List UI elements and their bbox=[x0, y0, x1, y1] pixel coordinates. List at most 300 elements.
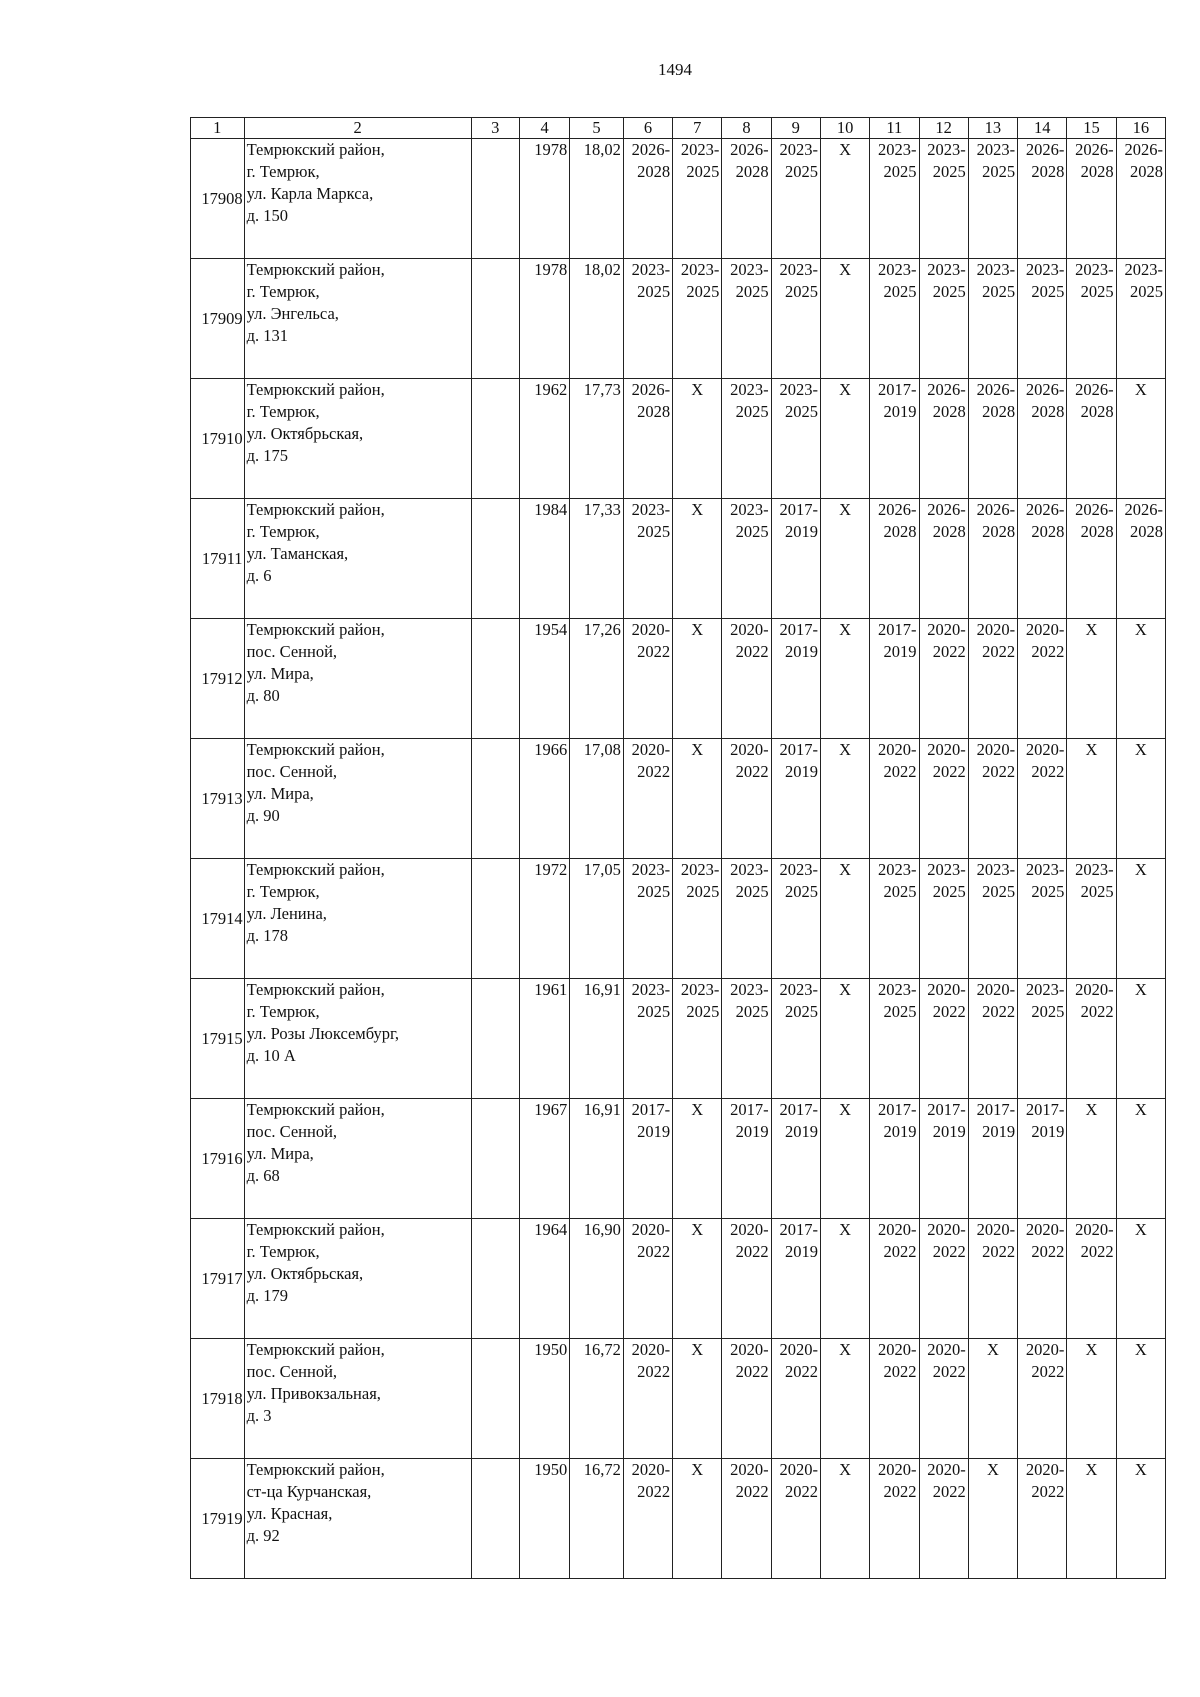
period-cell bbox=[1116, 499, 1165, 619]
period-text: 2022 bbox=[932, 1362, 966, 1381]
period-text: 2022 bbox=[637, 642, 671, 661]
period-text: 2022 bbox=[735, 1242, 769, 1261]
table-body bbox=[191, 139, 1166, 1579]
period-text: 2020- bbox=[631, 1460, 671, 1479]
column-number: 15 bbox=[1067, 118, 1116, 139]
period-text: 2020- bbox=[631, 1340, 671, 1359]
address-line: д. 175 bbox=[246, 446, 288, 465]
period-text: 2028 bbox=[1130, 162, 1163, 181]
period-text: X bbox=[691, 740, 704, 759]
column-number: 1 bbox=[191, 118, 245, 139]
period-cell bbox=[870, 1099, 919, 1219]
period-cell bbox=[870, 739, 919, 859]
period-text: 2023- bbox=[878, 260, 917, 279]
empty-cell bbox=[471, 979, 519, 1099]
not-applicable-cell bbox=[820, 259, 869, 379]
period-cell bbox=[919, 739, 968, 859]
period-text: 2022 bbox=[883, 1242, 917, 1261]
period-cell bbox=[1067, 139, 1116, 259]
period-text: 2020- bbox=[730, 1220, 769, 1239]
address-line: пос. Сенной, bbox=[246, 1362, 338, 1381]
period-text: 2023- bbox=[730, 260, 769, 279]
record-number: 17915 bbox=[191, 979, 245, 1099]
period-text: 2019 bbox=[932, 1122, 966, 1141]
address-line: ул. Карла Маркса, bbox=[246, 184, 374, 203]
address-line: Темрюкский район, bbox=[246, 980, 385, 999]
period-text: 2028 bbox=[1080, 402, 1114, 421]
period-text: 2019 bbox=[982, 1122, 1016, 1141]
period-text: 2023- bbox=[631, 980, 671, 999]
period-text: 2023- bbox=[878, 980, 917, 999]
not-applicable-cell bbox=[968, 1459, 1017, 1579]
period-cell bbox=[968, 619, 1017, 739]
period-cell bbox=[870, 619, 919, 739]
period-text: 2028 bbox=[883, 522, 917, 541]
period-text: 2022 bbox=[1031, 1482, 1065, 1501]
period-text: 2025 bbox=[784, 1002, 818, 1021]
period-text: 2023- bbox=[1075, 860, 1114, 879]
period-text: 2026- bbox=[927, 500, 966, 519]
period-text: X bbox=[839, 740, 852, 759]
period-cell bbox=[968, 859, 1017, 979]
address-line: ул. Мира, bbox=[246, 784, 314, 803]
area-cell: 17,05 bbox=[570, 859, 624, 979]
address-line: Темрюкский район, bbox=[246, 140, 385, 159]
period-text: 2025 bbox=[1031, 1002, 1065, 1021]
table-row bbox=[191, 619, 1166, 739]
period-text: 2026- bbox=[1124, 140, 1163, 159]
column-number: 16 bbox=[1116, 118, 1165, 139]
period-cell bbox=[968, 259, 1017, 379]
period-text: 2020- bbox=[976, 620, 1016, 639]
period-text: 2025 bbox=[686, 882, 720, 901]
period-cell bbox=[870, 859, 919, 979]
table-row bbox=[191, 259, 1166, 379]
period-text: 2026- bbox=[878, 500, 917, 519]
period-text: 2022 bbox=[784, 1362, 818, 1381]
period-text: 2026- bbox=[1075, 380, 1114, 399]
period-cell bbox=[722, 1339, 771, 1459]
period-cell bbox=[870, 259, 919, 379]
period-text: X bbox=[839, 1220, 852, 1239]
period-text: 2025 bbox=[735, 282, 769, 301]
period-cell bbox=[1018, 1099, 1067, 1219]
period-text: 2025 bbox=[883, 882, 917, 901]
period-text: 2023- bbox=[976, 860, 1016, 879]
not-applicable-cell bbox=[820, 859, 869, 979]
record-number: 17919 bbox=[191, 1459, 245, 1579]
period-text: 2025 bbox=[1080, 282, 1114, 301]
period-cell bbox=[919, 859, 968, 979]
period-text: 2025 bbox=[784, 282, 818, 301]
period-cell bbox=[919, 979, 968, 1099]
period-cell bbox=[722, 619, 771, 739]
period-text: 2023- bbox=[631, 500, 671, 519]
period-text: 2025 bbox=[637, 882, 671, 901]
period-text: 2025 bbox=[735, 522, 769, 541]
column-number: 6 bbox=[623, 118, 672, 139]
period-text: 2023- bbox=[927, 140, 966, 159]
period-cell bbox=[623, 499, 672, 619]
column-number: 2 bbox=[244, 118, 471, 139]
period-text: X bbox=[1085, 1460, 1098, 1479]
period-text: 2025 bbox=[982, 282, 1016, 301]
period-text: 2028 bbox=[982, 522, 1016, 541]
period-text: 2028 bbox=[1080, 162, 1114, 181]
address-line: г. Темрюк, bbox=[246, 1002, 320, 1021]
not-applicable-cell bbox=[673, 1339, 722, 1459]
period-text: X bbox=[839, 500, 852, 519]
period-cell bbox=[1067, 859, 1116, 979]
year-cell: 1962 bbox=[519, 379, 569, 499]
not-applicable-cell bbox=[673, 619, 722, 739]
period-text: 2020- bbox=[631, 740, 671, 759]
address-line: д. 178 bbox=[246, 926, 288, 945]
period-cell bbox=[919, 259, 968, 379]
period-text: X bbox=[1134, 620, 1147, 639]
address-cell bbox=[244, 1099, 471, 1219]
period-text: 2026- bbox=[1124, 500, 1163, 519]
period-cell bbox=[919, 499, 968, 619]
period-text: 2023- bbox=[1025, 260, 1065, 279]
period-text: 2026- bbox=[1075, 140, 1114, 159]
period-text: 2022 bbox=[932, 1482, 966, 1501]
period-cell bbox=[870, 379, 919, 499]
area-cell: 18,02 bbox=[570, 259, 624, 379]
period-text: 2020- bbox=[631, 620, 671, 639]
period-text: 2020- bbox=[927, 620, 966, 639]
period-text: 2023- bbox=[730, 500, 769, 519]
period-text: 2019 bbox=[883, 642, 917, 661]
period-text: 2028 bbox=[932, 402, 966, 421]
not-applicable-cell bbox=[1067, 619, 1116, 739]
column-number: 8 bbox=[722, 118, 771, 139]
period-cell bbox=[1067, 979, 1116, 1099]
period-text: 2025 bbox=[784, 162, 818, 181]
period-text: 2017- bbox=[779, 620, 818, 639]
period-text: 2020- bbox=[1075, 980, 1114, 999]
period-text: 2023- bbox=[878, 140, 917, 159]
not-applicable-cell bbox=[820, 1339, 869, 1459]
address-cell bbox=[244, 859, 471, 979]
period-text: 2020- bbox=[927, 1460, 966, 1479]
period-text: 2022 bbox=[932, 642, 966, 661]
period-text: 2025 bbox=[637, 282, 671, 301]
period-text: X bbox=[1134, 1220, 1147, 1239]
year-cell: 1978 bbox=[519, 259, 569, 379]
period-cell bbox=[1018, 1459, 1067, 1579]
period-text: 2022 bbox=[1031, 1362, 1065, 1381]
period-text: 2022 bbox=[1031, 642, 1065, 661]
period-text: 2025 bbox=[735, 402, 769, 421]
period-cell bbox=[722, 379, 771, 499]
period-text: 2019 bbox=[735, 1122, 769, 1141]
period-cell bbox=[771, 1339, 820, 1459]
area-cell: 17,73 bbox=[570, 379, 624, 499]
period-text: 2022 bbox=[883, 1482, 917, 1501]
period-text: X bbox=[1134, 380, 1147, 399]
not-applicable-cell bbox=[820, 1099, 869, 1219]
period-text: 2025 bbox=[735, 1002, 769, 1021]
period-text: 2020- bbox=[1025, 620, 1065, 639]
period-cell bbox=[771, 379, 820, 499]
period-text: 2022 bbox=[982, 642, 1016, 661]
period-text: 2025 bbox=[932, 282, 966, 301]
not-applicable-cell bbox=[673, 1459, 722, 1579]
address-line: пос. Сенной, bbox=[246, 762, 338, 781]
period-cell bbox=[870, 139, 919, 259]
period-text: 2019 bbox=[637, 1122, 671, 1141]
period-cell bbox=[722, 1459, 771, 1579]
period-text: 2028 bbox=[982, 402, 1016, 421]
period-text: 2022 bbox=[784, 1482, 818, 1501]
period-cell bbox=[1067, 379, 1116, 499]
period-text: 2023- bbox=[1025, 860, 1065, 879]
period-text: X bbox=[691, 380, 704, 399]
period-text: 2023- bbox=[680, 980, 720, 999]
period-cell bbox=[968, 1099, 1017, 1219]
address-line: д. 179 bbox=[246, 1286, 288, 1305]
address-line: Темрюкский район, bbox=[246, 620, 385, 639]
empty-cell bbox=[471, 139, 519, 259]
period-text: X bbox=[1085, 620, 1098, 639]
period-text: 2028 bbox=[637, 162, 671, 181]
period-text: 2023- bbox=[730, 380, 769, 399]
area-cell: 16,90 bbox=[570, 1219, 624, 1339]
period-cell bbox=[673, 979, 722, 1099]
year-cell: 1964 bbox=[519, 1219, 569, 1339]
period-text: 2022 bbox=[637, 1482, 671, 1501]
period-text: X bbox=[839, 1460, 852, 1479]
address-line: ул. Привокзальная, bbox=[246, 1384, 381, 1403]
empty-cell bbox=[471, 1459, 519, 1579]
period-text: 2020- bbox=[730, 1460, 769, 1479]
address-line: Темрюкский район, bbox=[246, 860, 385, 879]
table-row bbox=[191, 859, 1166, 979]
period-text: 2017- bbox=[878, 1100, 917, 1119]
period-text: 2026- bbox=[631, 140, 671, 159]
period-text: 2017- bbox=[779, 740, 818, 759]
area-cell: 16,72 bbox=[570, 1339, 624, 1459]
period-text: 2025 bbox=[932, 162, 966, 181]
period-cell bbox=[919, 139, 968, 259]
period-text: 2026- bbox=[1025, 380, 1065, 399]
period-text: 2026- bbox=[1025, 500, 1065, 519]
period-text: 2020- bbox=[1025, 1460, 1065, 1479]
period-text: 2020- bbox=[1025, 1220, 1065, 1239]
record-number: 17917 bbox=[191, 1219, 245, 1339]
period-text: 2028 bbox=[1130, 522, 1163, 541]
period-text: 2022 bbox=[982, 1242, 1016, 1261]
period-text: 2020- bbox=[976, 980, 1016, 999]
period-text: 2017- bbox=[878, 380, 917, 399]
area-cell: 18,02 bbox=[570, 139, 624, 259]
empty-cell bbox=[471, 1219, 519, 1339]
year-cell: 1967 bbox=[519, 1099, 569, 1219]
period-text: 2019 bbox=[784, 642, 818, 661]
period-text: 2023- bbox=[779, 860, 818, 879]
period-text: 2023- bbox=[631, 860, 671, 879]
address-line: ул. Мира, bbox=[246, 1144, 314, 1163]
period-cell bbox=[1018, 499, 1067, 619]
address-line: ул. Октябрьская, bbox=[246, 424, 364, 443]
year-cell: 1950 bbox=[519, 1459, 569, 1579]
period-cell bbox=[722, 1099, 771, 1219]
period-cell bbox=[1018, 259, 1067, 379]
address-line: Темрюкский район, bbox=[246, 260, 385, 279]
empty-cell bbox=[471, 1339, 519, 1459]
period-text: X bbox=[1085, 740, 1098, 759]
period-text: 2019 bbox=[784, 1242, 818, 1261]
period-text: X bbox=[839, 260, 852, 279]
period-cell bbox=[1018, 1219, 1067, 1339]
period-text: 2019 bbox=[883, 1122, 917, 1141]
period-text: 2020- bbox=[730, 620, 769, 639]
year-cell: 1978 bbox=[519, 139, 569, 259]
period-text: 2022 bbox=[735, 1482, 769, 1501]
period-text: 2017- bbox=[730, 1100, 769, 1119]
column-number: 5 bbox=[570, 118, 624, 139]
period-text: 2026- bbox=[1075, 500, 1114, 519]
address-line: ул. Октябрьская, bbox=[246, 1264, 364, 1283]
period-cell bbox=[771, 979, 820, 1099]
area-cell: 16,72 bbox=[570, 1459, 624, 1579]
period-text: 2022 bbox=[735, 762, 769, 781]
period-text: 2017- bbox=[779, 500, 818, 519]
period-text: 2020- bbox=[927, 1340, 966, 1359]
period-text: 2017- bbox=[1025, 1100, 1065, 1119]
period-cell bbox=[673, 259, 722, 379]
address-line: д. 131 bbox=[246, 326, 288, 345]
record-number: 17914 bbox=[191, 859, 245, 979]
period-text: 2023- bbox=[680, 260, 720, 279]
not-applicable-cell bbox=[1116, 1459, 1165, 1579]
address-cell bbox=[244, 1219, 471, 1339]
period-text: 2020- bbox=[1025, 1340, 1065, 1359]
period-cell bbox=[919, 1459, 968, 1579]
period-cell bbox=[623, 139, 672, 259]
period-text: X bbox=[1085, 1100, 1098, 1119]
period-cell bbox=[1018, 1339, 1067, 1459]
period-cell bbox=[919, 1099, 968, 1219]
period-cell bbox=[623, 859, 672, 979]
period-cell bbox=[771, 1219, 820, 1339]
column-number: 13 bbox=[968, 118, 1017, 139]
period-text: 2023- bbox=[976, 260, 1016, 279]
period-text: 2020- bbox=[878, 1220, 917, 1239]
address-cell bbox=[244, 619, 471, 739]
not-applicable-cell bbox=[820, 619, 869, 739]
address-line: д. 92 bbox=[246, 1526, 280, 1545]
table-row bbox=[191, 1459, 1166, 1579]
period-text: X bbox=[691, 1340, 704, 1359]
period-text: 2020- bbox=[878, 1460, 917, 1479]
period-text: 2022 bbox=[1031, 1242, 1065, 1261]
period-text: 2023- bbox=[730, 980, 769, 999]
period-text: 2025 bbox=[686, 1002, 720, 1021]
period-text: 2022 bbox=[932, 1002, 966, 1021]
period-text: 2025 bbox=[982, 162, 1016, 181]
period-text: 2020- bbox=[927, 1220, 966, 1239]
period-text: 2020- bbox=[927, 740, 966, 759]
period-cell bbox=[722, 1219, 771, 1339]
period-text: 2020- bbox=[976, 1220, 1016, 1239]
address-cell bbox=[244, 259, 471, 379]
period-text: 2025 bbox=[735, 882, 769, 901]
period-text: 2023- bbox=[779, 260, 818, 279]
period-text: X bbox=[691, 500, 704, 519]
period-cell bbox=[870, 1339, 919, 1459]
period-text: 2023- bbox=[927, 860, 966, 879]
not-applicable-cell bbox=[673, 499, 722, 619]
period-text: 2020- bbox=[1075, 1220, 1114, 1239]
period-cell bbox=[919, 619, 968, 739]
address-line: г. Темрюк, bbox=[246, 162, 320, 181]
area-cell: 17,26 bbox=[570, 619, 624, 739]
address-line: г. Темрюк, bbox=[246, 282, 320, 301]
not-applicable-cell bbox=[673, 379, 722, 499]
period-text: 2017- bbox=[976, 1100, 1016, 1119]
year-cell: 1950 bbox=[519, 1339, 569, 1459]
period-cell bbox=[673, 139, 722, 259]
period-text: 2025 bbox=[686, 282, 720, 301]
period-text: 2025 bbox=[1130, 282, 1163, 301]
area-cell: 17,33 bbox=[570, 499, 624, 619]
table-row bbox=[191, 1339, 1166, 1459]
period-text: X bbox=[839, 140, 852, 159]
address-line: пос. Сенной, bbox=[246, 642, 338, 661]
table-row bbox=[191, 979, 1166, 1099]
period-text: X bbox=[1085, 1340, 1098, 1359]
period-cell bbox=[623, 1219, 672, 1339]
address-line: д. 150 bbox=[246, 206, 288, 225]
column-number: 9 bbox=[771, 118, 820, 139]
period-cell bbox=[1067, 499, 1116, 619]
period-cell bbox=[1018, 379, 1067, 499]
record-number: 17918 bbox=[191, 1339, 245, 1459]
record-number: 17908 bbox=[191, 139, 245, 259]
address-cell bbox=[244, 1459, 471, 1579]
period-text: 2022 bbox=[637, 1362, 671, 1381]
not-applicable-cell bbox=[1067, 1099, 1116, 1219]
period-text: X bbox=[839, 980, 852, 999]
empty-cell bbox=[471, 499, 519, 619]
not-applicable-cell bbox=[1116, 619, 1165, 739]
not-applicable-cell bbox=[1067, 739, 1116, 859]
period-text: 2022 bbox=[982, 1002, 1016, 1021]
table-row bbox=[191, 1099, 1166, 1219]
empty-cell bbox=[471, 859, 519, 979]
not-applicable-cell bbox=[1116, 1219, 1165, 1339]
period-text: 2022 bbox=[932, 762, 966, 781]
record-number: 17913 bbox=[191, 739, 245, 859]
period-text: X bbox=[1134, 1100, 1147, 1119]
year-cell: 1966 bbox=[519, 739, 569, 859]
period-text: 2023- bbox=[680, 860, 720, 879]
not-applicable-cell bbox=[673, 739, 722, 859]
period-cell bbox=[968, 739, 1017, 859]
period-text: 2028 bbox=[1031, 522, 1065, 541]
address-line: ул. Ленина, bbox=[246, 904, 327, 923]
period-cell bbox=[968, 979, 1017, 1099]
period-text: 2026- bbox=[976, 500, 1016, 519]
empty-cell bbox=[471, 1099, 519, 1219]
period-cell bbox=[771, 499, 820, 619]
empty-cell bbox=[471, 259, 519, 379]
column-number: 14 bbox=[1018, 118, 1067, 139]
not-applicable-cell bbox=[1067, 1459, 1116, 1579]
period-text: 2026- bbox=[631, 380, 671, 399]
